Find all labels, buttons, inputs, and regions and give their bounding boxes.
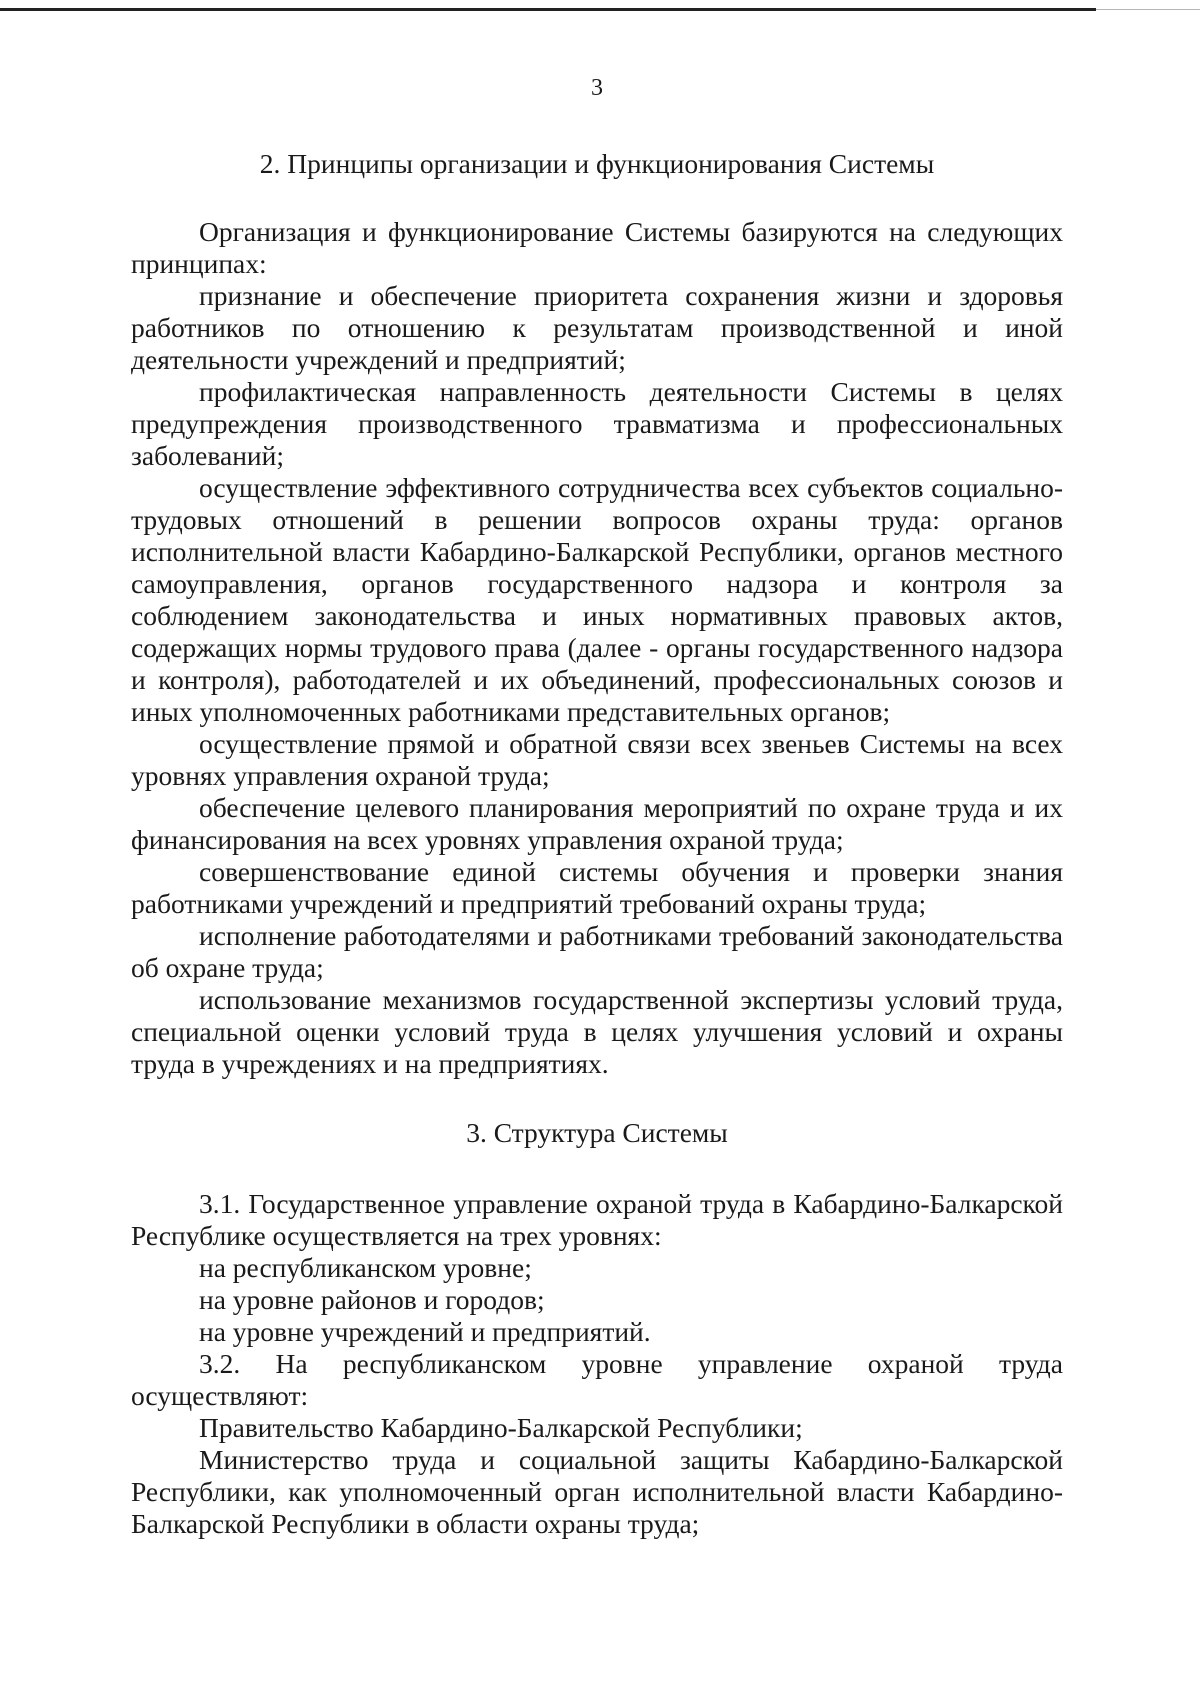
principle-item: использование механизмов государственной экспертизы условий труда, специальной оценки условий труда в целях улучшения условий и охраны труда в учреждениях и на предприятиях. xyxy=(131,984,1063,1079)
principle-item: профилактическая направленность деятельности Системы в целях предупреждения производственного травматизма и профессиональных заболеваний; xyxy=(131,376,1063,471)
principle-item: исполнение работодателями и работниками требований законодательства об охране труда; xyxy=(131,920,1063,983)
level-item: на уровне учреждений и предприятий. xyxy=(199,1316,651,1347)
principle-item: осуществление эффективного сотрудничества всех субъектов социально-трудовых отношений в решении вопросов охраны труда: органов исполнительной власти Кабардино-Балкарской Республики, органов местного самоуправления, органов государственного надзора и контроля за соблюдением законодательства и иных нормативных правовых актов, содержащих нормы трудового права (далее - органы государственного надзора и контроля), работодателей и их объединений, профессиональных союзов и иных уполномоченных работниками представительных органов; xyxy=(131,472,1063,727)
principle-item: совершенствование единой системы обучения и проверки знания работниками учреждений и предприятий требований охраны труда; xyxy=(131,856,1063,919)
level-item: на уровне районов и городов; xyxy=(199,1284,545,1315)
principle-item: осуществление прямой и обратной связи всех звеньев Системы на всех уровнях управления охраной труда; xyxy=(131,728,1063,791)
body-item: Правительство Кабардино-Балкарской Республики; xyxy=(199,1412,803,1443)
scan-top-border-faint xyxy=(1096,9,1200,10)
document-page xyxy=(131,74,1063,1540)
page-number: 3 xyxy=(591,75,603,101)
intro-paragraph: Организация и функционирование Системы базируются на следующих принципах: xyxy=(131,216,1063,279)
scan-top-border xyxy=(0,8,1096,11)
section-heading-principles: 2. Принципы организации и функционирования Системы xyxy=(259,148,935,179)
principle-item: признание и обеспечение приоритета сохранения жизни и здоровья работников по отношению к результатам производственной и иной деятельности учреждений и предприятий; xyxy=(131,280,1063,375)
paragraph-3-1: 3.1. Государственное управление охраной труда в Кабардино-Балкарской Республике осуществляется на трех уровнях: xyxy=(131,1188,1063,1251)
level-item: на республиканском уровне; xyxy=(199,1252,532,1283)
body-item: Министерство труда и социальной защиты Кабардино-Балкарской Республики, как уполномоченный орган исполнительной власти Кабардино-Балкарской Республики в области охраны труда; xyxy=(131,1444,1063,1539)
section-heading-structure: 3. Структура Системы xyxy=(466,1117,728,1148)
paragraph-3-2: 3.2. На республиканском уровне управление охраной труда осуществляют: xyxy=(131,1348,1063,1411)
principle-item: обеспечение целевого планирования мероприятий по охране труда и их финансирования на всех уровнях управления охраной труда; xyxy=(131,792,1063,855)
